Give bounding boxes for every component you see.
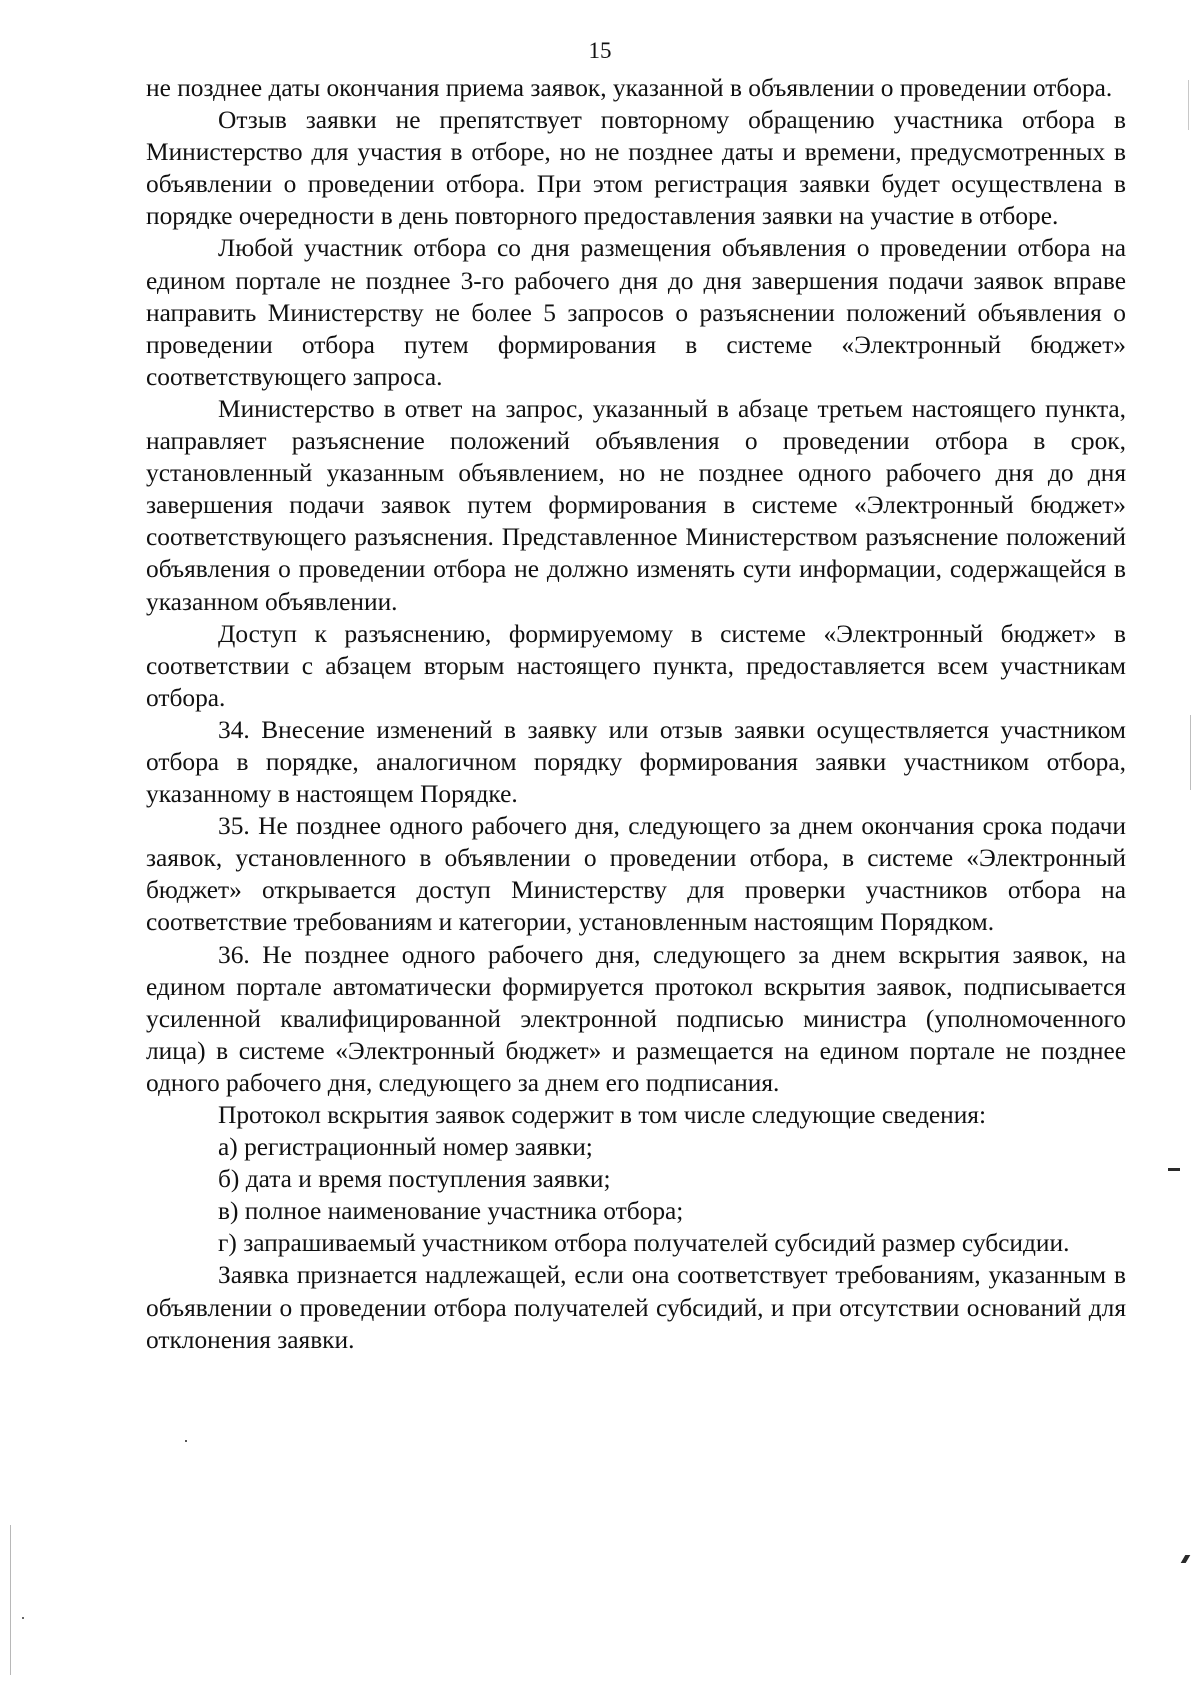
scan-dash-mark	[1168, 1168, 1180, 1171]
paragraph-application-valid: Заявка признается надлежащей, если она соответствует требованиям, указанным в объявлении о проведении отбора получателей субсидий, и при отсутствии оснований для отклонения заявки.	[146, 1261, 1126, 1354]
paragraph-continuation: не позднее даты окончания приема заявок, указанной в объявлении о проведении отбора.	[146, 74, 1113, 102]
list-item-a: а) регистрационный номер заявки;	[218, 1133, 593, 1162]
document-body	[146, 72, 1126, 1356]
scan-speck	[22, 1617, 24, 1619]
paragraph-item-34: 34. Внесение изменений в заявку или отзыв заявки осуществляется участником отбора в порядке, аналогичном порядку формирования заявки участником отбора, указанному в настоящем Порядке.	[146, 715, 1126, 809]
paragraph-item-35: 35. Не позднее одного рабочего дня, следующего за днем окончания срока подачи заявок, установленного в объявлении о проведении отбора, в системе «Электронный бюджет» открывается доступ Министерству для проверки участников отбора на соответствие требованиям и категории, установленным настоящим Порядком.	[146, 812, 1126, 937]
list-item-g: г) запрашиваемый участником отбора получателей субсидий размер субсидии.	[218, 1229, 1070, 1258]
paragraph-clarification-access: Доступ к разъяснению, формируемому в системе «Электронный бюджет» в соответствии с абзацем вторым настоящего пункта, предоставляется всем участникам отбора.	[146, 619, 1126, 712]
paragraph-protocol-contents: Протокол вскрытия заявок содержит в том числе следующие сведения:	[218, 1101, 987, 1129]
list-item-b: б) дата и время поступления заявки;	[218, 1165, 611, 1194]
paragraph-withdrawal: Отзыв заявки не препятствует повторному обращению участника отбора в Министерство для участия в отборе, но не позднее даты и времени, предусмотренных в объявлении о проведении отбора. При этом регистрация заявки будет осуществлена в порядке очередности в день повторного предоставления заявки на участие в отборе.	[146, 106, 1126, 231]
list-item-v: в) полное наименование участника отбора;	[218, 1197, 684, 1226]
scan-margin-line-right-top	[1188, 80, 1189, 130]
scan-margin-line-right-middle	[1190, 715, 1191, 790]
page-number: 15	[588, 38, 612, 63]
scan-tick-mark	[1181, 1555, 1191, 1563]
scan-margin-line-left	[10, 1525, 11, 1675]
paragraph-clarification-requests: Любой участник отбора со дня размещения объявления о проведении отбора на едином портале не позднее 3-го рабочего дня до дня завершения подачи заявок вправе направить Министерству не более 5 запросов о разъяснении положений объявления о проведении отбора путем формирования в системе «Электронный бюджет» соответствующего запроса.	[146, 234, 1126, 391]
scan-speck	[185, 1440, 187, 1442]
paragraph-ministry-response: Министерство в ответ на запрос, указанный в абзаце третьем настоящего пункта, направляет разъяснение положений объявления о проведении отбора в срок, установленный указанным объявлением, но не позднее одного рабочего дня до дня завершения подачи заявок путем формирования в системе «Электронный бюджет» соответствующего разъяснения. Представленное Министерством разъяснение положений объявления о проведении отбора не должно изменять сути информации, содержащейся в указанном объявлении.	[146, 394, 1126, 616]
paragraph-item-36: 36. Не позднее одного рабочего дня, следующего за днем вскрытия заявок, на едином портале автоматически формируется протокол вскрытия заявок, подписывается усиленной квалифицированной электронной подписью министра (уполномоченного лица) в системе «Электронный бюджет» и размещается на едином портале не позднее одного рабочего дня, следующего за днем его подписания.	[146, 940, 1126, 1097]
